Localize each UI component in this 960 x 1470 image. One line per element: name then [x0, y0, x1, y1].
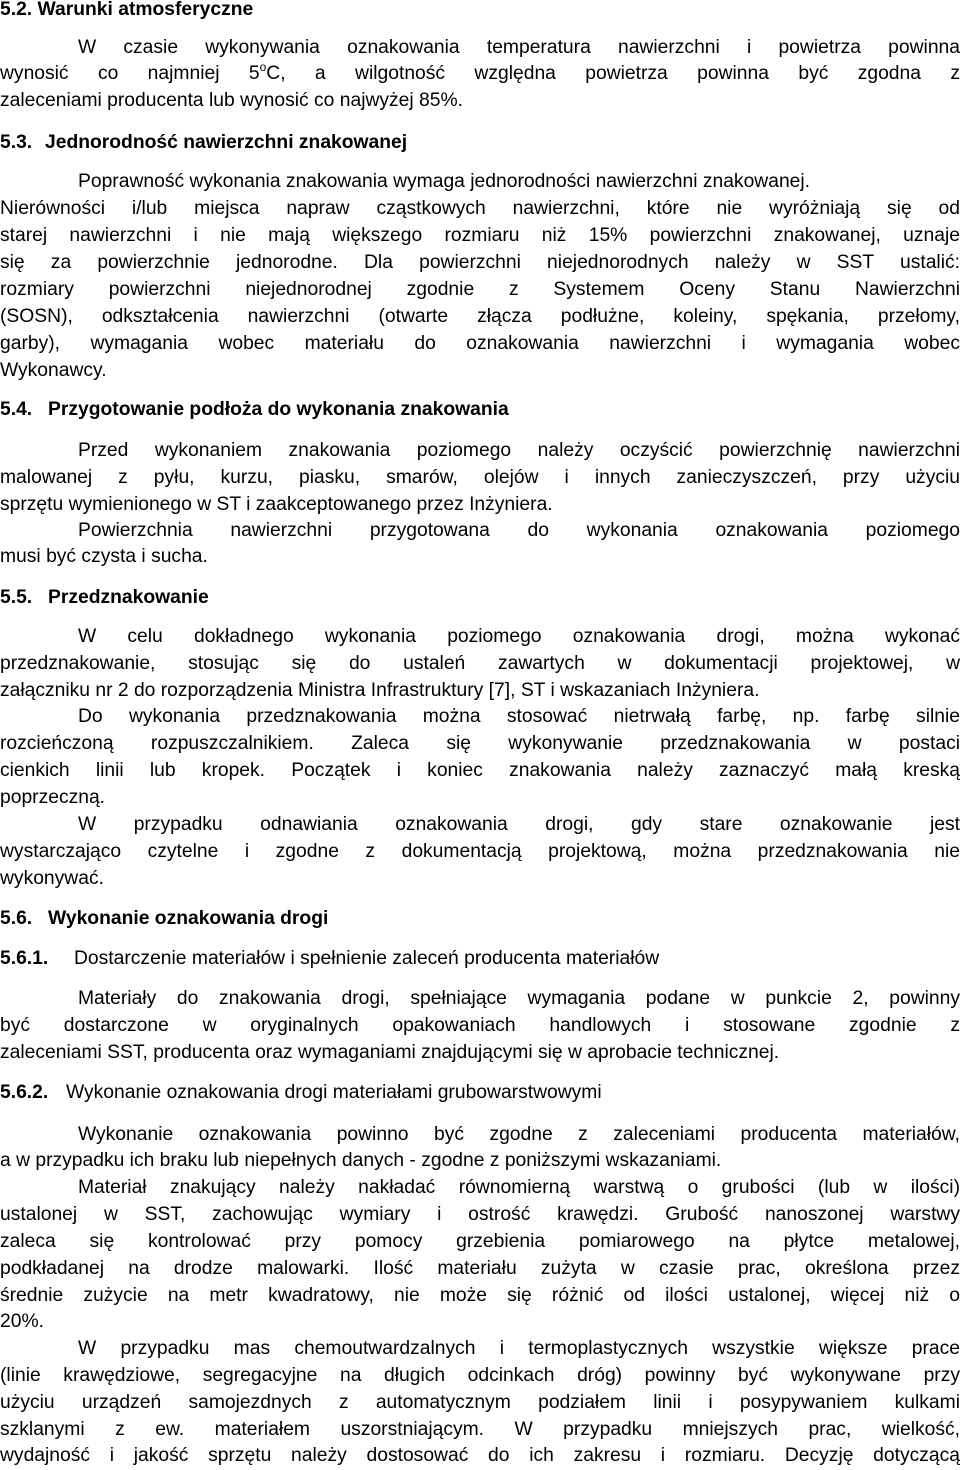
section-number: 5.4. — [0, 399, 33, 420]
paragraph-line: Nierówności i/lub miejsca napraw cząstkowych nawierzchni, które nie wyróżniają się od — [0, 198, 960, 219]
paragraph-line: wydajność i jakość sprzętu należy dostosować do ich zakresu i rozmiaru. Decyzję dotyczącą — [0, 1445, 960, 1466]
paragraph-line: szklanymi z ew. materiałem uszorstniającym. W przypadku mniejszych prac, wielkość, — [0, 1419, 960, 1440]
paragraph-line: Przed wykonaniem znakowania poziomego należy oczyścić powierzchnię nawierzchni — [78, 440, 960, 461]
paragraph-line: Poprawność wykonania znakowania wymaga jednorodności nawierzchni znakowanej. — [78, 171, 811, 192]
paragraph-line: zaleceniami SST, producenta oraz wymaganiami znajdującymi się w aprobacie technicznej. — [0, 1042, 780, 1063]
section-number: 5.3. — [0, 132, 33, 153]
section-heading — [0, 585, 960, 611]
paragraph-line: musi być czysta i sucha. — [0, 546, 208, 567]
section-heading — [0, 130, 960, 156]
paragraph-line: Wykonanie oznakowania powinno być zgodne z zaleceniami producenta materiałów, — [78, 1124, 960, 1145]
paragraph-line: przedznakowanie, stosując się do ustaleń zawartych w dokumentacji projektowej, w — [0, 653, 960, 674]
paragraph-line: (SOSN), odkształcenia nawierzchni (otwarte złącza podłużne, koleiny, spękania, przełomy, — [0, 306, 960, 327]
paragraph-line: (linie krawędziowe, segregacyjne na długich odcinkach dróg) powinny być wykonywane przy — [0, 1365, 960, 1386]
paragraph-line: 20%. — [0, 1311, 44, 1332]
paragraph-line: a w przypadku ich braku lub niepełnych danych - zgodne z poniższymi wskazaniami. — [0, 1150, 722, 1171]
section-title: Wykonanie oznakowania drogi materiałami grubowarstwowymi — [66, 1082, 602, 1103]
paragraph-line: sprzętu wymienionego w ST i zaakceptowanego przez Inżyniera. — [0, 494, 553, 515]
paragraph-line: zaleca się kontrolować przy pomocy grzebienia pomiarowego na płytce metalowej, — [0, 1231, 960, 1252]
subsection-heading — [0, 946, 960, 972]
paragraph-line: Materiały do znakowania drogi, spełniające wymagania podane w punkcie 2, powinny — [78, 988, 960, 1009]
paragraph-line: Powierzchnia nawierzchni przygotowana do wykonania oznakowania poziomego — [78, 520, 960, 541]
paragraph-line: wykonywać. — [0, 868, 104, 889]
section-heading — [0, 397, 960, 423]
section-title: Przygotowanie podłoża do wykonania znakowania — [48, 399, 509, 420]
section-heading — [0, 906, 960, 932]
paragraph-line: się za powierzchnie jednorodne. Dla powierzchni niejednorodnych należy w SST ustalić: — [0, 252, 960, 273]
paragraph-line: Wykonawcy. — [0, 360, 107, 381]
section-number: 5.5. — [0, 587, 33, 608]
paragraph-line: poprzeczną. — [0, 787, 106, 808]
paragraph-line: zaleceniami producenta lub wynosić co najwyżej 85%. — [0, 90, 463, 111]
subsection-heading — [0, 1080, 960, 1106]
paragraph-line: W celu dokładnego wykonania poziomego oznakowania drogi, można wykonać — [78, 626, 960, 647]
paragraph-line: rozcieńczoną rozpuszczalnikiem. Zaleca się wykonywanie przedznakowania w postaci — [0, 733, 960, 754]
paragraph-line: wystarczająco czytelne i zgodne z dokumentacją projektową, można przedznakowania nie — [0, 841, 960, 862]
section-title: Jednorodność nawierzchni znakowanej — [45, 132, 408, 153]
paragraph-line: załączniku nr 2 do rozporządzenia Ministra Infrastruktury [7], ST i wskazaniach Inżyniera. — [0, 680, 760, 701]
paragraph-line: ustalonej w SST, zachowując wymiary i ostrość krawędzi. Grubość nanoszonej warstwy — [0, 1204, 960, 1225]
section-number: 5.6.1. — [0, 948, 49, 969]
paragraph-line: Materiał znakujący należy nakładać równomierną warstwą o grubości (lub w ilości) — [78, 1177, 960, 1198]
paragraph-line: malowanej z pyłu, kurzu, piasku, smarów, olejów i innych zanieczyszczeń, przy użyciu — [0, 467, 960, 488]
paragraph-line: Do wykonania przedznakowania można stosować nietrwałą farbę, np. farbę silnie — [78, 706, 960, 727]
paragraph-line: cienkich linii lub kropek. Początek i koniec znakowania należy zaznaczyć małą kreską — [0, 760, 960, 781]
section-number: 5.6. — [0, 908, 33, 929]
degree-superscript: o — [259, 60, 267, 74]
section-number: 5.6.2. — [0, 1082, 49, 1103]
paragraph-line: podkładanej na drodze malowarki. Ilość materiału zużyta w czasie prac, określona przez — [0, 1258, 960, 1279]
paragraph-line: starej nawierzchni i nie mają większego rozmiaru niż 15% powierzchni znakowanej, uznaje — [0, 225, 960, 246]
section-heading: 5.2. Warunki atmosferyczne — [0, 0, 254, 20]
section-title: Dostarczenie materiałów i spełnienie zaleceń producenta materiałów — [74, 948, 660, 969]
paragraph-line: W czasie wykonywania oznakowania temperatura nawierzchni i powietrza powinna — [78, 37, 960, 58]
paragraph-line: średnie zużycie na metr kwadratowy, nie może się różnić od ilości ustalonej, więcej niż o — [0, 1285, 960, 1306]
section-title: Wykonanie oznakowania drogi — [48, 908, 329, 929]
paragraph-line: być dostarczone w oryginalnych opakowaniach handlowych i stosowane zgodnie z — [0, 1015, 960, 1036]
section-title: Przedznakowanie — [48, 587, 209, 608]
paragraph-line: W przypadku odnawiania oznakowania drogi, gdy stare oznakowanie jest — [78, 814, 960, 835]
paragraph-line: wynosić co najmniej 5$^o$C, a wilgotność względna powietrza powinna być zgodna z — [0, 60, 960, 84]
paragraph-line: rozmiary powierzchni niejednorodnej zgodnie z Systemem Oceny Stanu Nawierzchni — [0, 279, 960, 300]
paragraph-line: garby), wymagania wobec materiału do oznakowania nawierzchni i wymagania wobec — [0, 333, 960, 354]
paragraph-line: użyciu urządzeń samojezdnych z automatycznym podziałem linii i posypywaniem kulkami — [0, 1392, 960, 1413]
paragraph-line: W przypadku mas chemoutwardzalnych i termoplastycznych wszystkie większe prace — [78, 1338, 960, 1359]
